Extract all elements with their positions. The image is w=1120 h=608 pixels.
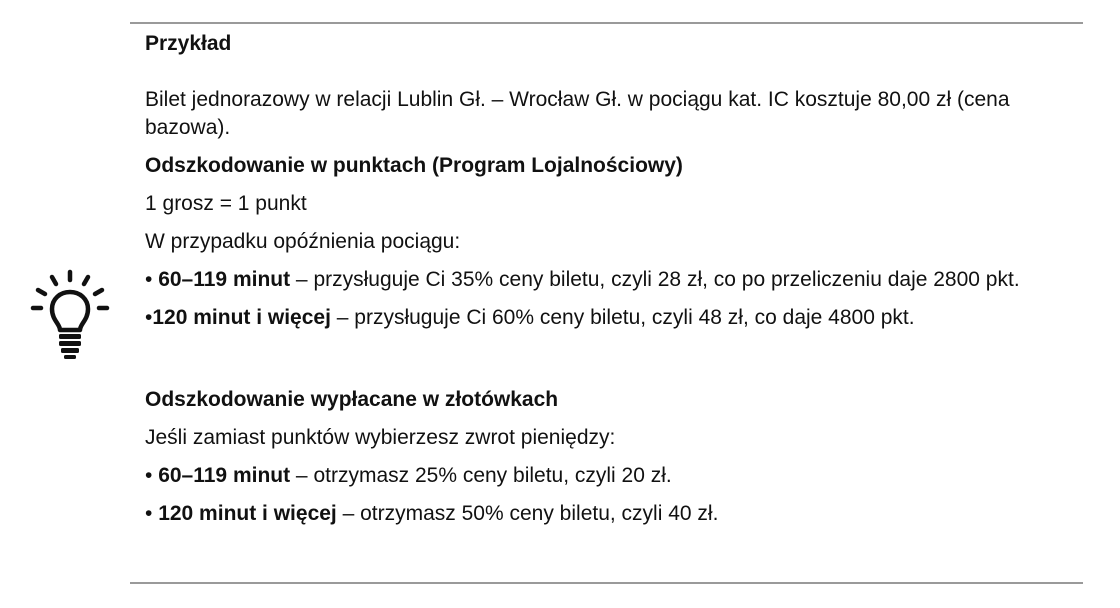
cash-intro: Jeśli zamiast punktów wybierzesz zwrot pieniędzy: [145,426,616,449]
example-content [145,28,1069,528]
list-item: •120 minut i więcej – przysługuje Ci 60% ceny biletu, czyli 48 zł, co daje 4800 pkt. [145,306,915,329]
bottom-divider [130,582,1083,584]
list-item: • 60–119 minut – przysługuje Ci 35% ceny biletu, czyli 28 zł, co po przeliczeniu daje 2800 pkt. [145,268,1020,291]
delay-intro: W przypadku opóźnienia pociągu: [145,230,461,253]
list-item: • 60–119 minut – otrzymasz 25% ceny biletu, czyli 20 zł. [145,464,672,487]
lightbulb-icon [30,268,110,364]
list-item: • 120 minut i więcej – otrzymasz 50% ceny biletu, czyli 40 zł. [145,502,719,525]
points-rate: 1 grosz = 1 punkt [145,192,307,215]
top-divider [130,22,1083,24]
example-title: Przykład [145,32,232,55]
intro-paragraph: Bilet jednorazowy w relacji Lublin Gł. – Wrocław Gł. w pociągu kat. IC kosztuje 80,00 zł (cena bazowa). [145,88,1010,139]
cash-heading: Odszkodowanie wypłacane w złotówkach [145,388,559,411]
points-heading: Odszkodowanie w punktach (Program Lojalnościowy) [145,154,683,177]
